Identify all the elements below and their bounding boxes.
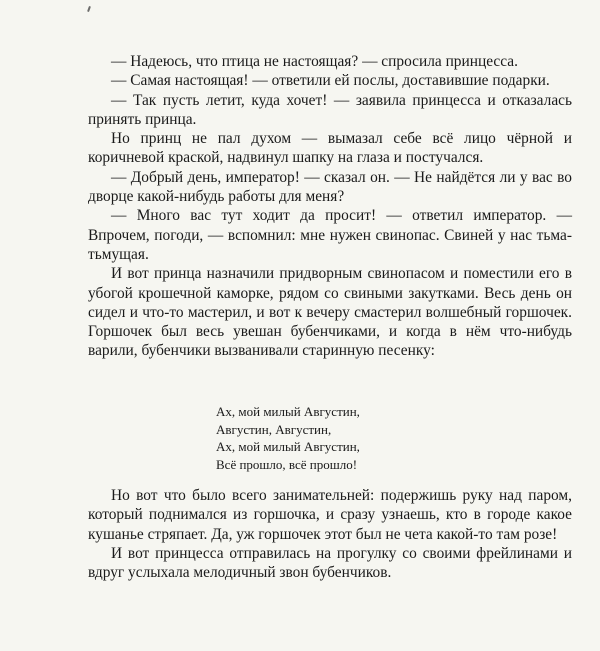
verse-line: Ах, мой милый Августин, xyxy=(216,439,360,454)
paragraph: — Надеюсь, что птица не настоящая? — спросила принцесса. xyxy=(111,53,518,70)
page-speck xyxy=(87,6,91,12)
paragraph: Но вот что было всего занимательней: подержишь руку над паром, который поднимался из горшочка, и сразу узнаешь, кто в городе какое кушанье стряпает. Да, уж горшочек этот был не чета какой-то там розе! xyxy=(88,487,572,543)
song-verse xyxy=(216,403,360,473)
verse-line: Августин, Августин, xyxy=(216,421,332,437)
paragraph: — Добрый день, император! — сказал он. — Не найдётся ли у вас во дворце какой-нибудь работы для меня? xyxy=(88,168,572,206)
paragraph: И вот принца назначили придворным свинопасом и поместили его в убогой крошечной каморке, рядом со свиными закутками. Весь день он сидел и что-то мастерил, и вот к вечеру смастерил волшебный горшочек. Горшочек был весь увешан бубенчиками, и когда в нём что-нибудь варили, бубенчики вызванивали старинную песенку: xyxy=(88,265,572,360)
paragraph: — Много вас тут ходит да просит! — ответил император. — Впрочем, погоди, — вспомнил: мне нужен свинопас. Свиней у нас тьма-тьмущая. xyxy=(88,207,572,263)
story-text-top xyxy=(88,52,572,361)
paragraph: — Так пусть летит, куда хочет! — заявила принцесса и отказалась принять принца. xyxy=(88,91,572,128)
story-text-bottom xyxy=(88,486,572,582)
paragraph: Но принц не пал духом — вымазал себе всё лицо чёрной и коричневой краской, надвинул шапку на глаза и постучался. xyxy=(88,130,572,167)
paragraph: — Самая настоящая! — ответили ей послы, доставившие подарки. xyxy=(111,72,550,90)
verse-line: Ах, мой милый Августин, xyxy=(216,404,360,419)
verse-line: Всё прошло, всё прошло! xyxy=(216,456,358,472)
paragraph: И вот принцесса отправилась на прогулку со своими фрейлинами и вдруг услыхала мелодичный звон бубенчиков. xyxy=(88,544,572,582)
